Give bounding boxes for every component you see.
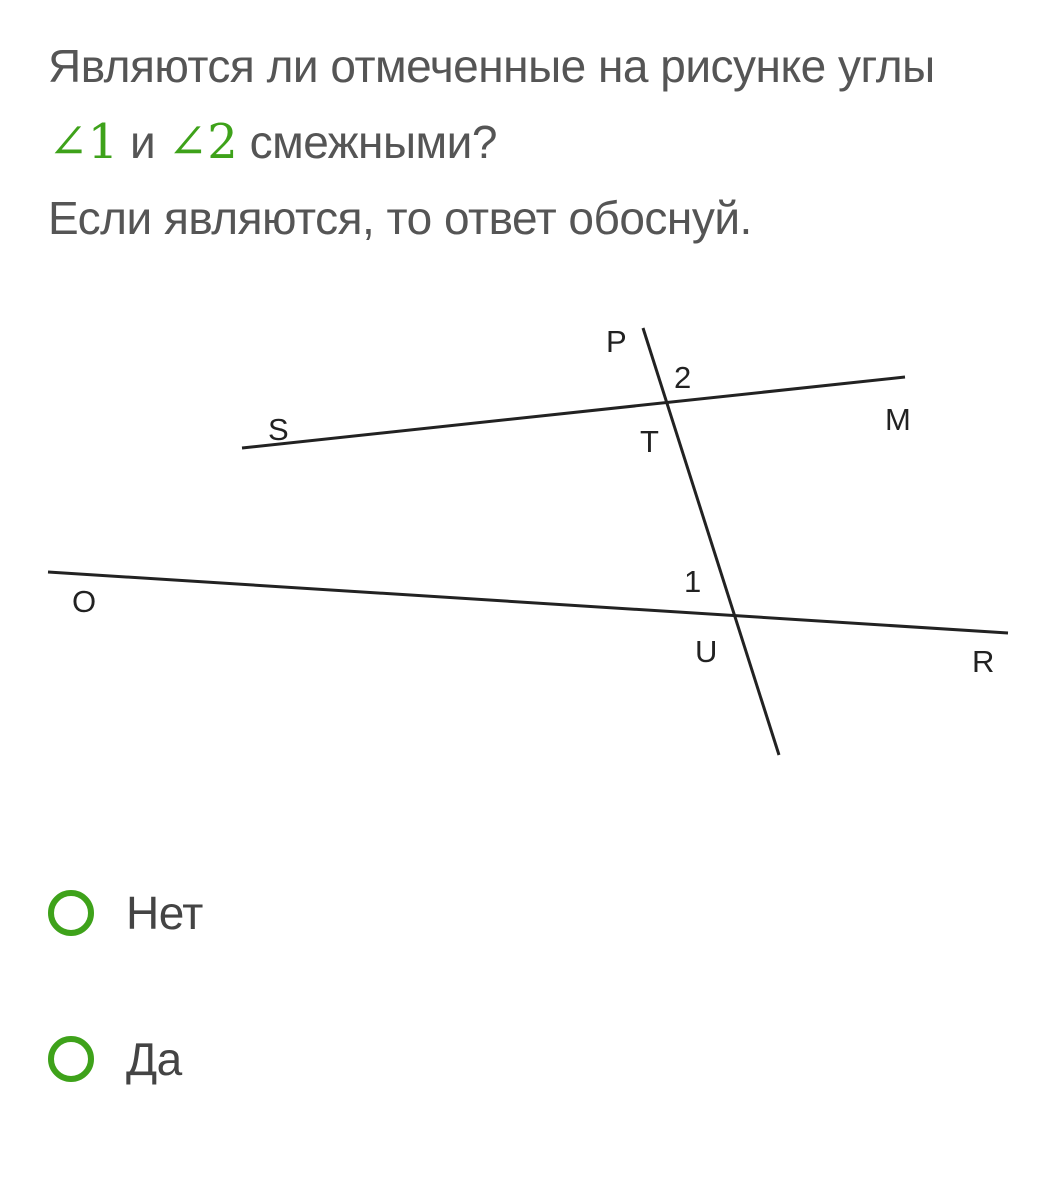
question-line-3: Если являются, то ответ обоснуй. [48,192,752,244]
label-m: M [885,402,911,437]
label-angle-2: 2 [674,360,692,395]
line-sm [242,377,905,448]
option-yes[interactable] [48,1032,182,1086]
question-line-1: Являются ли отмеченные на рисунке углы [48,40,935,92]
option-no[interactable] [48,886,203,940]
label-o: O [72,584,97,619]
label-t: T [640,424,659,459]
label-p: P [606,324,627,359]
radio-button-yes[interactable] [48,1036,94,1082]
label-r: R [972,644,995,679]
line-or [48,572,1008,633]
label-s: S [268,412,289,447]
angle-2-symbol: ∠2 [167,114,238,170]
question-line-2-tail: смежными? [249,116,497,168]
label-angle-1: 1 [684,564,702,599]
option-no-label: Нет [126,887,203,939]
question-conjunction: и [130,116,156,168]
option-yes-label: Да [126,1033,182,1085]
angle-1-symbol: ∠1 [48,114,118,170]
radio-button-no[interactable] [48,890,94,936]
geometry-figure [0,300,1049,780]
question-line-2 [48,104,1028,180]
label-u: U [695,634,718,669]
question-text [48,28,1028,256]
